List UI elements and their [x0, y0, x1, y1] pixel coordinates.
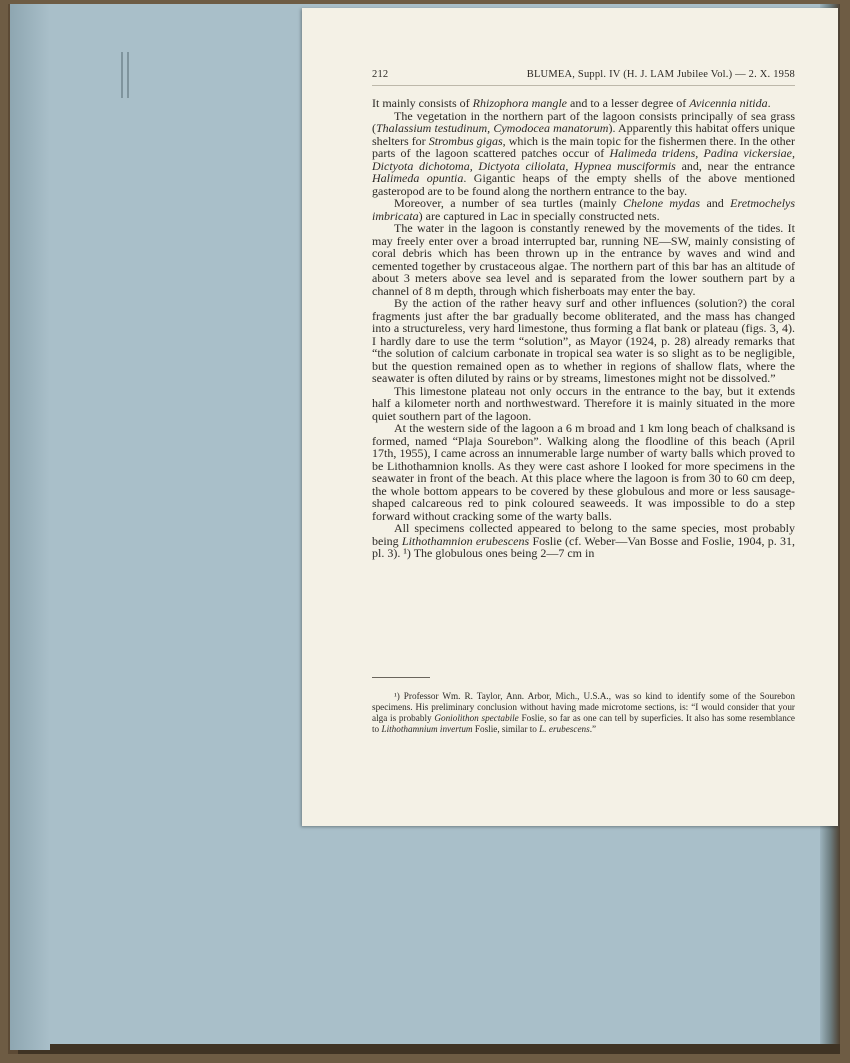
board-bottom-edge	[18, 1044, 840, 1054]
text-span: The vegetation in the northern part of the lagoon consists principally of sea grass (	[372, 108, 795, 135]
paragraph	[372, 422, 795, 522]
footnote-rule	[372, 677, 430, 678]
header-rule	[372, 85, 795, 86]
text-span: .	[767, 96, 771, 110]
italic-span: Halimeda tridens, Padina vickersiae, Dictyota dichotoma, Dictyota ciliolata, Hypnea musciformis	[372, 146, 795, 173]
italic-span: Halimeda opuntia	[372, 171, 464, 185]
text-span: . Gigantic heaps of the empty shells of the above mentioned gasteropod are to be found along the northern entrance to the bay.	[372, 171, 796, 198]
paragraph	[372, 522, 795, 560]
italic-span: Thalassium testudinum, Cymodocea manatorum	[376, 121, 609, 135]
italic-span: Lithothamnion erubescens	[401, 533, 530, 548]
text-span: Moreover, a number of sea turtles (mainly	[394, 196, 624, 210]
text-span: and	[700, 196, 731, 210]
text-span: and to a lesser degree of	[567, 96, 690, 110]
italic-span: L. erubescens	[539, 724, 590, 734]
text-span: It mainly consists of	[372, 96, 473, 110]
italic-span: Strombus gigas	[428, 133, 503, 148]
text-span: All specimens collected appeared to belong to the same species, most probably being	[372, 521, 795, 548]
italic-span: Lithothamnium invertum	[381, 724, 473, 734]
running-header	[372, 69, 795, 80]
italic-span: Rhizophora mangle	[472, 96, 568, 110]
paragraph	[372, 110, 795, 198]
text-span: Foslie, similar to	[472, 724, 540, 734]
body-text	[372, 97, 795, 560]
italic-span: Eretmochelys imbricata	[372, 196, 796, 223]
text-span: Foslie, so far as one can tell by superficies. It also has some resemblance to	[372, 713, 795, 734]
text-span: , which is the main topic for the fishermen there. In the other parts of the lagoon scattered patches occur of	[372, 133, 795, 160]
text-span: and, near the entrance	[675, 158, 795, 173]
italic-span: Goniolithon spectabile	[434, 713, 519, 723]
text-span: By the action of the rather heavy surf and other influences (solution?) the coral fragments just after the bar gradually become obliterated, and the mass has changed into a structureless, very hard limestone, thus forming a flat bank or plateau (figs. 3, 4). I hardly dare to use the term “solution”, as Mayor (1924, p. 28) already remarks that “the solution of calcium carbonate in tropical sea water is so slight as to be negligible, but the question remained open as to whether in regions of shallow flats, where the seawater is often diluted by rains or by streams, limestones might not be dissolved.”	[372, 296, 795, 385]
paragraph	[372, 297, 795, 385]
italic-span: Avicennia nitida	[689, 96, 768, 110]
text-span: Foslie (cf. Weber—Van Bosse and Foslie, 1904, p. 31, pl. 3). ¹) The globulous ones being 2—7 cm in	[372, 533, 795, 560]
footnote	[372, 691, 795, 735]
journal-page	[302, 8, 838, 826]
text-span: At the western side of the lagoon a 6 m broad and 1 km long beach of chalksand is formed, named “Plaja Sourebon”. Walking along the floodline of this beach (April 17th, 1955), I came across an innumerable large number of warty balls which proved to be Lithothamnion knolls. As they were cast ashore I looked for more specimens in the seawater in front of the beach. At this place where the lagoon is from 30 to 60 cm deep, the whole bottom appears to be covered by these globulous and more or less sausage-shaped calcareous red to pink coloured seaweeds. It was impossible to do a step forward without cracking some of the warty balls.	[372, 421, 795, 523]
text-span: ). Apparently this habitat offers unique shelters for	[372, 121, 795, 148]
text-span: This limestone plateau not only occurs in the entrance to the bay, but it extends half a kilometer north and northwestward. Therefore it is mainly situated in the more quiet southern part of the lagoon.	[372, 383, 795, 423]
text-span: .”	[589, 724, 597, 734]
running-title: BLUMEA, Suppl. IV (H. J. LAM Jubilee Vol.) — 2. X. 1958	[526, 69, 795, 80]
text-span: ) are captured in Lac in specially constructed nets.	[418, 208, 660, 223]
paragraph	[372, 385, 795, 423]
text-span: ¹) Professor Wm. R. Taylor, Ann. Arbor, Mich., U.S.A., was so kind to identify some of the Sourebon specimens. His preliminary conclusion without having made microtome sections, is: “I would consider that your alga is probably	[372, 691, 795, 723]
paragraph	[372, 197, 795, 222]
binding-strip	[10, 4, 50, 1050]
staple-mark	[121, 52, 129, 98]
page-number: 212	[372, 69, 389, 80]
text-span: The water in the lagoon is constantly renewed by the movements of the tides. It may freely enter over a broad interrupted bar, running NE—SW, mainly consisting of coral debris which has been thrown up in the entrance by waves and wind and cemented together by crustaceous algae. The northern part of this bar has an altitude of about 3 meters above sea level and is separated from the lower southern part by a channel of 8 m depth, through which fisherboats may enter the bay.	[372, 221, 795, 298]
paragraph	[372, 222, 795, 297]
italic-span: Chelone mydas	[623, 196, 701, 210]
